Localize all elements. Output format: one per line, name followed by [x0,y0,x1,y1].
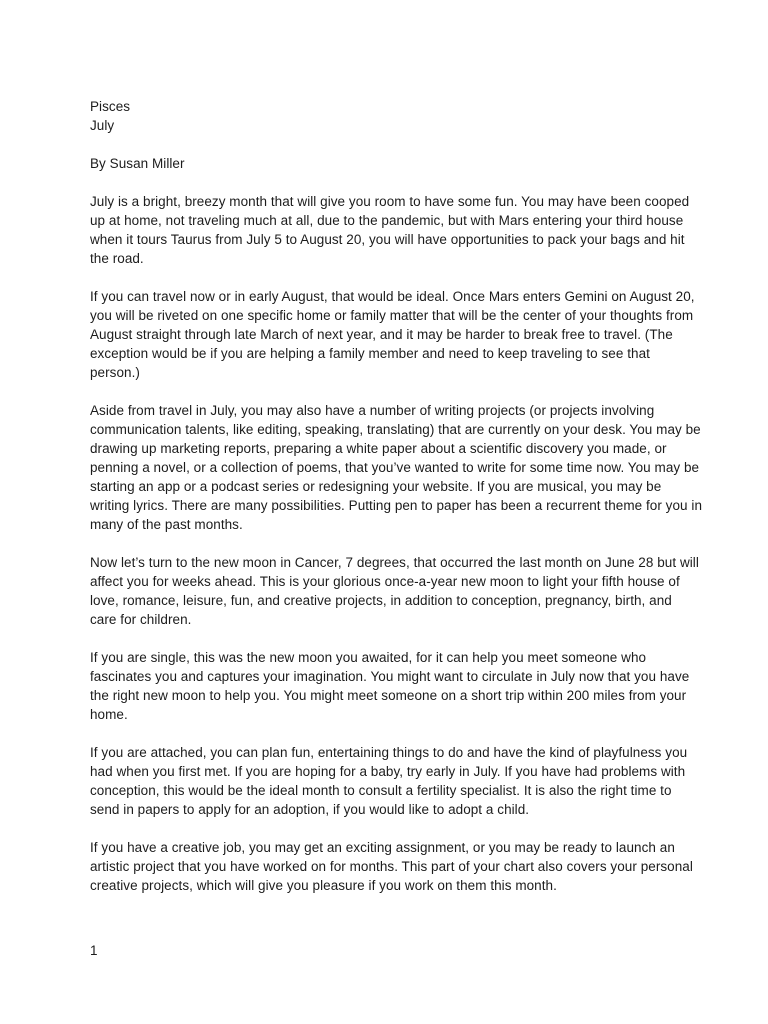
document-body [90,97,702,895]
paragraph: If you are single, this was the new moon you awaited, for it can help you meet someone who fascinates you and captures your imagination. You might want to circulate in July now that you have the right new moon to help you. You might meet someone on a short trip within 200 miles from your home. [90,650,690,722]
paragraph: July is a bright, breezy month that will give you room to have some fun. You may have been cooped up at home, not traveling much at all, due to the pandemic, but with Mars entering your third house when it tours Taurus from July 5 to August 20, you will have opportunities to pack your bags and hit the road. [90,194,690,266]
paragraph: If you can travel now or in early August, that would be ideal. Once Mars enters Gemini on August 20, you will be riveted on one specific home or family matter that will be the center of your thoughts from August straight through late March of next year, and it may be harder to break free to travel. (The exception would be if you are helping a family member and need to keep traveling to see that person.) [90,289,695,380]
paragraph: Aside from travel in July, you may also have a number of writing projects (or projects involving communication talents, like editing, speaking, translating) that are currently on your desk. You may be drawing up marketing reports, preparing a white paper about a scientific discovery you made, or penning a novel, or a collection of poems, that you’ve wanted to write for some time now. You may be starting an app or a podcast series or redesigning your website. If you are musical, you may be writing lyrics. There are many possibilities. Putting pen to paper has been a recurrent theme for you in many of the past months. [90,403,703,532]
page-title: Pisces [90,99,131,114]
paragraph: If you are attached, you can plan fun, entertaining things to do and have the kind of playfulness you had when you first met. If you are hoping for a baby, try early in July. If you have had problems with conception, this would be the ideal month to consult a fertility specialist. It is also the right time to send in papers to apply for an adoption, if you would like to adopt a child. [90,745,688,817]
blank-line [90,173,702,192]
page-subtitle: July [90,118,115,133]
blank-line [90,135,702,154]
byline: By Susan Miller [90,156,185,171]
paragraph: If you have a creative job, you may get an exciting assignment, or you may be ready to launch an artistic project that you have worked on for months. This part of your chart also covers your personal creative projects, which will give you pleasure if you work on them this month. [90,840,693,893]
paragraph: Now let’s turn to the new moon in Cancer, 7 degrees, that occurred the last month on June 28 but will affect you for weeks ahead. This is your glorious once-a-year new moon to light your fifth house of love, romance, leisure, fun, and creative projects, in addition to conception, pregnancy, birth, and care for children. [90,555,699,627]
page-number: 1 [90,943,98,958]
